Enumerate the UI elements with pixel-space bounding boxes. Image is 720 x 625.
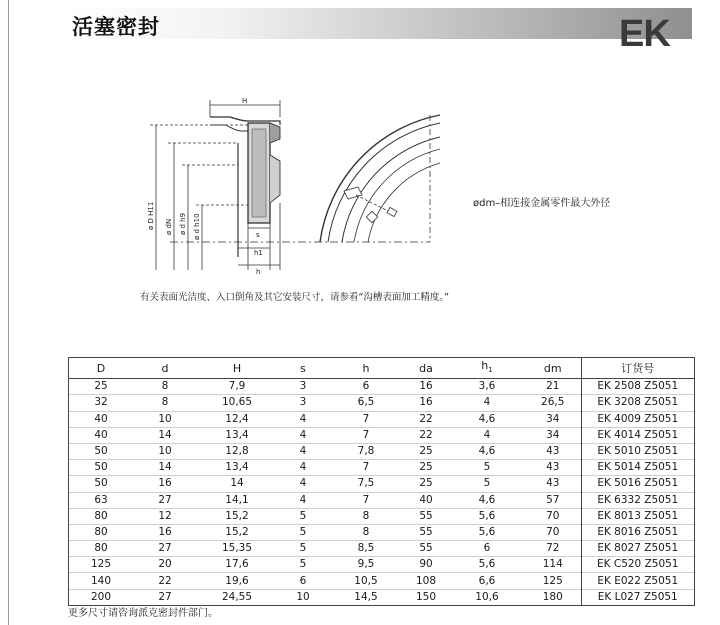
table-cell: 12,8 <box>225 445 249 458</box>
table-row <box>69 443 694 459</box>
page-margin-rule <box>8 0 9 625</box>
table-cell: 8 <box>161 396 169 409</box>
table-cell: 22 <box>419 428 433 441</box>
table-row <box>69 573 694 589</box>
dim-label-s: s <box>256 231 260 239</box>
table-cell: 55 <box>419 542 433 555</box>
table-cell: 26,5 <box>541 396 565 409</box>
table-cell: 19,6 <box>225 574 249 587</box>
table-cell: 27 <box>158 542 172 555</box>
table-cell: 72 <box>546 542 560 555</box>
table-row <box>69 427 694 443</box>
table-cell: 10 <box>158 412 172 425</box>
table-cell: 7,5 <box>357 477 375 490</box>
table-cell: 43 <box>546 461 560 474</box>
table-cell: 27 <box>158 590 172 603</box>
installation-note: 有关表面光洁度、入口倒角及其它安装尺寸，请参看“沟槽表面加工精度。” <box>140 292 450 303</box>
header-order-number: 订货号 <box>581 358 694 379</box>
table-cell: 7 <box>362 428 370 441</box>
order-number-cell: EK 5014 Z5051 <box>581 460 694 476</box>
table-cell: 4 <box>299 461 307 474</box>
table-cell: 80 <box>94 542 108 555</box>
table-cell: 16 <box>158 525 172 538</box>
table-cell: 4 <box>483 428 491 441</box>
table-cell: 5 <box>483 461 491 474</box>
table-cell: 90 <box>419 558 433 571</box>
table-cell: 25 <box>419 477 433 490</box>
table-cell: 108 <box>415 574 437 587</box>
table-cell: 3,6 <box>478 380 496 393</box>
order-number-cell: EK 2508 Z5051 <box>581 379 694 395</box>
table-cell: 4,6 <box>478 493 496 506</box>
table-cell: 16 <box>419 380 433 393</box>
table-row <box>69 476 694 492</box>
table-cell: 15,2 <box>225 525 249 538</box>
table-row <box>69 557 694 573</box>
table-cell: 10,6 <box>475 590 499 603</box>
table-cell: 43 <box>546 445 560 458</box>
table-cell: 6 <box>299 574 307 587</box>
header-da: da <box>403 358 449 379</box>
table-cell: 10 <box>296 590 310 603</box>
table-cell: 7 <box>362 461 370 474</box>
table-row <box>69 379 694 395</box>
table-cell: 4 <box>299 477 307 490</box>
table-cell: 34 <box>546 412 560 425</box>
order-number-cell: EK 3208 Z5051 <box>581 395 694 411</box>
table-cell: 140 <box>90 574 112 587</box>
table-cell: 43 <box>546 477 560 490</box>
table-cell: 5 <box>299 542 307 555</box>
table-cell: 8,5 <box>357 542 375 555</box>
table-cell: 4,6 <box>478 412 496 425</box>
table-cell: 180 <box>542 590 563 603</box>
table-cell: 3 <box>299 380 307 393</box>
table-cell: 4 <box>483 396 491 409</box>
table-header-row <box>69 358 694 379</box>
table-cell: 3 <box>299 396 307 409</box>
order-number-cell: EK 5010 Z5051 <box>581 443 694 459</box>
table-row <box>69 541 694 557</box>
table-cell: 5 <box>299 525 307 538</box>
table-row <box>69 460 694 476</box>
table-cell: 4 <box>299 428 307 441</box>
table-cell: 16 <box>158 477 172 490</box>
table-row <box>69 589 694 605</box>
table-cell: 5,6 <box>478 509 496 522</box>
table-cell: 13,4 <box>225 461 249 474</box>
header-s: s <box>277 358 329 379</box>
table-cell: 14 <box>158 461 172 474</box>
dim-label-dN: ø dN <box>165 218 173 235</box>
table-cell: 16 <box>419 396 433 409</box>
order-number-cell: EK E022 Z5051 <box>581 573 694 589</box>
header-dm: dm <box>525 358 581 379</box>
table-cell: 50 <box>94 445 108 458</box>
table-cell: 5 <box>483 477 491 490</box>
dim-label-d: ø d h9 <box>179 212 187 235</box>
table-row <box>69 524 694 540</box>
table-cell: 25 <box>419 461 433 474</box>
header-h1: $h_1$ <box>449 358 525 379</box>
table-cell: 17,6 <box>225 558 249 571</box>
order-number-cell: EK 4014 Z5051 <box>581 427 694 443</box>
table-cell: 14 <box>230 477 244 490</box>
table-cell: 150 <box>415 590 437 603</box>
table-cell: 125 <box>542 574 563 587</box>
table-cell: 50 <box>94 477 108 490</box>
table-cell: 80 <box>94 525 108 538</box>
front-view-outer-ring <box>320 115 440 242</box>
table-cell: 40 <box>419 493 433 506</box>
spec-table <box>69 358 694 605</box>
table-cell: 4 <box>299 493 307 506</box>
table-cell: 10,65 <box>221 396 253 409</box>
order-number-cell: EK 4009 Z5051 <box>581 411 694 427</box>
table-cell: 10 <box>158 445 172 458</box>
table-row <box>69 492 694 508</box>
table-cell: 9,5 <box>357 558 375 571</box>
table-cell: 32 <box>94 396 108 409</box>
dim-label-h: h <box>256 268 261 276</box>
table-cell: 6,6 <box>478 574 496 587</box>
spec-table-frame <box>68 357 695 606</box>
diagram-legend: ødm–相连接金属零件最大外径 <box>473 198 611 209</box>
table-cell: 8 <box>161 380 169 393</box>
table-cell: 70 <box>546 509 560 522</box>
table-cell: 6,5 <box>357 396 375 409</box>
table-cell: 125 <box>90 558 112 571</box>
table-row <box>69 508 694 524</box>
table-cell: 25 <box>419 445 433 458</box>
table-cell: 27 <box>158 493 172 506</box>
table-cell: 5,6 <box>478 558 496 571</box>
table-cell: 6 <box>362 380 370 393</box>
footnote: 更多尺寸请咨询派克密封件部门。 <box>68 608 218 619</box>
table-cell: 114 <box>542 558 563 571</box>
table-cell: 40 <box>94 412 108 425</box>
header-h: h <box>329 358 403 379</box>
table-cell: 22 <box>419 412 433 425</box>
table-cell: 22 <box>158 574 172 587</box>
order-number-cell: EK 8016 Z5051 <box>581 524 694 540</box>
header-d: d <box>133 358 197 379</box>
table-cell: 15,2 <box>225 509 249 522</box>
table-cell: 4,6 <box>478 445 496 458</box>
table-cell: 15,35 <box>221 542 253 555</box>
table-cell: 12 <box>158 509 172 522</box>
header-D: D <box>69 358 133 379</box>
order-number-cell: EK 5016 Z5051 <box>581 476 694 492</box>
table-cell: 200 <box>90 590 112 603</box>
table-cell: 70 <box>546 525 560 538</box>
table-cell: 25 <box>94 380 108 393</box>
table-row <box>69 395 694 411</box>
order-number-cell: EK 8013 Z5051 <box>581 508 694 524</box>
table-cell: 7 <box>362 412 370 425</box>
table-cell: 13,4 <box>225 428 249 441</box>
order-number-cell: EK 8027 Z5051 <box>581 541 694 557</box>
table-cell: 7,8 <box>357 445 375 458</box>
header-H: H <box>197 358 277 379</box>
table-cell: 63 <box>94 493 108 506</box>
table-cell: 7,9 <box>228 380 246 393</box>
table-body <box>69 379 694 605</box>
table-cell: 5 <box>299 509 307 522</box>
dim-label-H: H <box>242 97 248 105</box>
table-cell: 5,6 <box>478 525 496 538</box>
table-cell: 10,5 <box>354 574 378 587</box>
table-cell: 55 <box>419 525 433 538</box>
order-number-cell: EK C520 Z5051 <box>581 557 694 573</box>
table-cell: 7 <box>362 493 370 506</box>
order-number-cell: EK L027 Z5051 <box>581 589 694 605</box>
table-cell: 57 <box>546 493 560 506</box>
dim-label-D: ø D H11 <box>147 201 155 230</box>
series-code: EK <box>619 13 670 55</box>
table-cell: 12,4 <box>225 412 249 425</box>
table-cell: 21 <box>546 380 560 393</box>
table-cell: 55 <box>419 509 433 522</box>
table-cell: 14,1 <box>225 493 249 506</box>
table-cell: 50 <box>94 461 108 474</box>
seal-cross-section-diagram <box>130 95 470 280</box>
table-cell: 4 <box>299 445 307 458</box>
table-cell: 34 <box>546 428 560 441</box>
order-number-cell: EK 6332 Z5051 <box>581 492 694 508</box>
table-cell: 8 <box>362 509 370 522</box>
table-cell: 14 <box>158 428 172 441</box>
table-cell: 20 <box>158 558 172 571</box>
dim-label-d2: ø d h10 <box>193 213 201 240</box>
table-cell: 6 <box>483 542 491 555</box>
table-cell: 4 <box>299 412 307 425</box>
table-cell: 8 <box>362 525 370 538</box>
table-row <box>69 411 694 427</box>
table-cell: 40 <box>94 428 108 441</box>
table-cell: 14,5 <box>354 590 378 603</box>
dim-label-h1: h1 <box>254 249 263 257</box>
table-cell: 24,55 <box>221 590 253 603</box>
page-title: 活塞密封 <box>72 15 160 39</box>
table-cell: 80 <box>94 509 108 522</box>
table-cell: 5 <box>299 558 307 571</box>
